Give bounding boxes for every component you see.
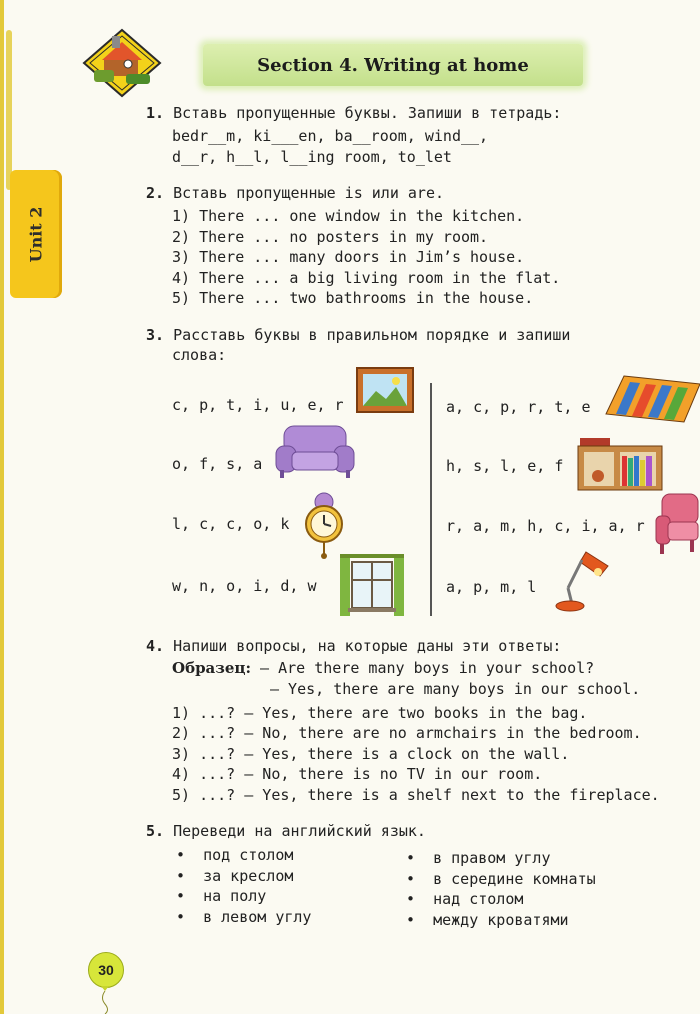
task3-left-letters: o, f, s, a	[172, 455, 263, 473]
task1-number: 1.	[146, 104, 165, 122]
list-item-text: над столом	[433, 890, 524, 908]
shelf-icon	[574, 436, 664, 494]
list-item-text: в середине комнаты	[433, 869, 596, 888]
list-item-text: на полу	[203, 887, 267, 905]
task3-instruction-line2: слова:	[172, 346, 227, 364]
picture-frame-icon	[356, 367, 414, 413]
task3-right-letters: r, a, m, h, c, i, a, r	[446, 517, 645, 535]
carpet-icon	[604, 374, 700, 424]
task3-left-letters: l, c, c, o, k	[172, 515, 290, 533]
task1-line2: d__r, h__l, l__ing room, to_let	[172, 148, 452, 166]
list-item-text: между кроватями	[433, 910, 569, 929]
list-item-text: в левом углу	[203, 907, 312, 926]
task2-number: 2.	[146, 184, 165, 202]
task2-item: 5) There ... two bathrooms in the house.	[172, 289, 534, 307]
task4-item: 1) ...? — Yes, there are two books in the bag.	[172, 704, 588, 722]
list-item-text: под столом	[203, 846, 294, 864]
list-item-text: в правом углу	[433, 849, 551, 867]
list-item: • в середине комнаты	[406, 869, 596, 888]
task3-instruction-line1: Расставь буквы в правильном порядке и запиши	[173, 326, 571, 344]
list-item: • на полу	[176, 887, 267, 905]
armchair-icon	[654, 490, 700, 556]
list-item: • между кроватями	[406, 910, 569, 929]
page-number: 30	[88, 952, 124, 988]
task3-right-letters: a, c, p, r, t, e	[446, 398, 591, 416]
task5-heading	[146, 821, 426, 842]
task4-instruction: Напиши вопросы, на которые даны эти ответы:	[173, 637, 562, 655]
unit-tab-label: Unit 2	[26, 206, 46, 262]
task4-sample-row	[172, 658, 594, 679]
task3-heading	[146, 325, 570, 346]
lamp-icon	[548, 548, 612, 614]
section-banner	[203, 44, 583, 86]
task1-line1: bedr__m, ki___en, ba__room, wind__,	[172, 127, 489, 145]
list-item: • за креслом	[176, 866, 294, 885]
task2-item: 2) There ... no posters in my room.	[172, 228, 489, 246]
task3-left-letters: w, n, o, i, d, w	[172, 577, 317, 595]
task2-item: 3) There ... many doors in Jim’s house.	[172, 248, 525, 266]
task4-sample-question: — Are there many boys in your school?	[260, 659, 595, 677]
task4-sample-answer: — Yes, there are many boys in our school.	[270, 680, 641, 698]
task4-item: 2) ...? — No, there are no armchairs in the bedroom.	[172, 724, 642, 742]
task2-instruction: Вставь пропущенные is или are.	[173, 184, 445, 202]
task3-right-letters: h, s, l, e, f	[446, 457, 564, 475]
list-item: • в правом углу	[406, 849, 551, 867]
clock-icon	[300, 490, 350, 560]
task4-sample-label: Образец:	[172, 659, 252, 677]
task3-left-letters: c, p, t, i, u, e, r	[172, 396, 344, 414]
page-edge-strip	[6, 30, 12, 190]
page-edge-line	[0, 0, 4, 1014]
task2-item: 1) There ... one window in the kitchen.	[172, 207, 525, 225]
task3-right-letters: a, p, m, l	[446, 578, 537, 596]
task2-item: 4) There ... a big living room in the flat.	[172, 269, 561, 287]
list-item: • под столом	[176, 846, 294, 864]
task4-item: 3) ...? — Yes, there is a clock on the wall.	[172, 745, 570, 763]
task5-right-list	[406, 848, 596, 930]
task4-item: 5) ...? — Yes, there is a shelf next to the fireplace.	[172, 786, 660, 804]
unit-tab-label-wrap	[10, 170, 62, 298]
task5-number: 5.	[146, 822, 165, 840]
sofa-icon	[272, 420, 358, 480]
house-emblem-icon	[82, 28, 162, 98]
task4-item: 4) ...? — No, there is no TV in our room.	[172, 765, 543, 783]
section-title: Section 4. Writing at home	[257, 54, 529, 76]
task1-instruction: Вставь пропущенные буквы. Запиши в тетрадь:	[173, 104, 562, 122]
task3-number: 3.	[146, 326, 165, 344]
task1-heading	[146, 103, 561, 124]
task3-divider	[430, 383, 432, 616]
task2-heading	[146, 183, 444, 204]
list-item: • над столом	[406, 890, 524, 908]
task4-number: 4.	[146, 637, 165, 655]
list-item-text: за креслом	[203, 866, 294, 885]
list-item: • в левом углу	[176, 907, 312, 926]
task4-heading	[146, 636, 561, 657]
task5-left-list	[176, 845, 311, 927]
window-icon	[338, 552, 406, 618]
task5-instruction: Переведи на английский язык.	[173, 822, 426, 840]
balloon-string-icon	[98, 986, 112, 1014]
